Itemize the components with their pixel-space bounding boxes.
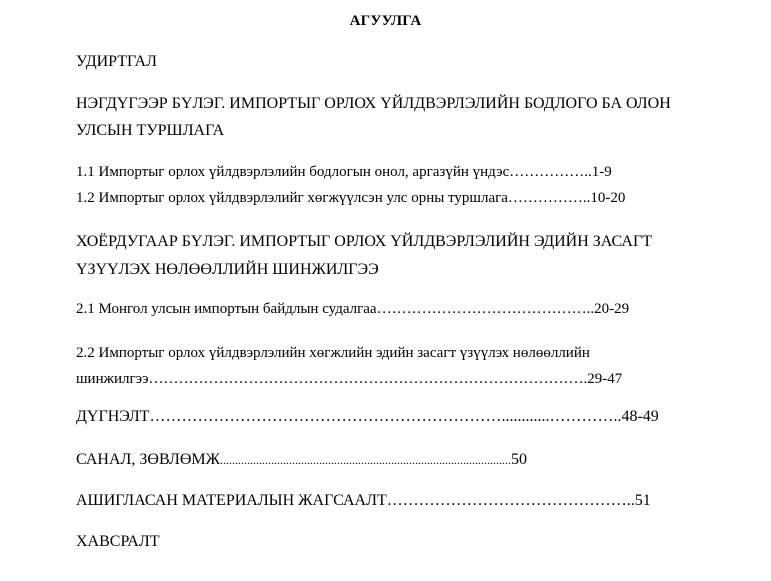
toc-entry-references: АШИГЛАСАН МАТЕРИАЛЫН ЖАГСААЛТ………………………………………..51 [76, 492, 651, 509]
toc-entry-recommendations-leader: ................................................................................................. [220, 453, 511, 467]
toc-entry-section-1-2: 1.2 Импортыг орлох үйлдвэрлэлийг хөгжүүлсэн улс орны туршлага……………..10-20 [76, 190, 626, 206]
toc-entry-chapter-1-line-2: УЛСЫН ТУРШЛАГА [76, 122, 225, 139]
toc-entry-recommendations-text: САНАЛ, ЗӨВЛӨМЖ [76, 451, 220, 468]
toc-entry-introduction: УДИРТГАЛ [76, 53, 157, 70]
toc-entry-recommendations-page: 50 [511, 451, 527, 468]
toc-title: АГУУЛГА [349, 13, 422, 29]
toc-entry-chapter-2-line-1: ХОЁРДУГААР БҮЛЭГ. ИМПОРТЫГ ОРЛОХ ҮЙЛДВЭРЛЭЛИЙН ЭДИЙН ЗАСАГТ [76, 233, 652, 250]
toc-entry-section-1-1: 1.1 Импортыг орлох үйлдвэрлэлийн бодлогын онол, аргазүйн үндэс……………..1-9 [76, 164, 612, 180]
toc-entry-section-2-1: 2.1 Монгол улсын импортын байдлын судалгаа……………………………………..20-29 [76, 301, 630, 317]
toc-entry-appendix: ХАВСРАЛТ [76, 533, 160, 550]
toc-entry-chapter-2-line-2: ҮЗҮҮЛЭХ НӨЛӨӨЛЛИЙН ШИНЖИЛГЭЭ [76, 261, 379, 278]
toc-entry-section-2-2-line-1: 2.2 Импортыг орлох үйлдвэрлэлийн хөгжлийн эдийн засагт үзүүлэх нөлөөллийн [76, 345, 590, 361]
toc-entry-chapter-1-line-1: НЭГДҮГЭЭР БҮЛЭГ. ИМПОРТЫГ ОРЛОХ ҮЙЛДВЭРЛЭЛИЙН БОДЛОГО БА ОЛОН [76, 95, 671, 112]
toc-entry-recommendations [76, 450, 527, 470]
toc-entry-conclusion: ДҮГНЭЛТ…………………………………………………………............…………..48-49 [76, 408, 659, 425]
toc-entry-section-2-2-line-2: шинжилгээ…………………………………………………………………………….29-47 [76, 371, 623, 387]
